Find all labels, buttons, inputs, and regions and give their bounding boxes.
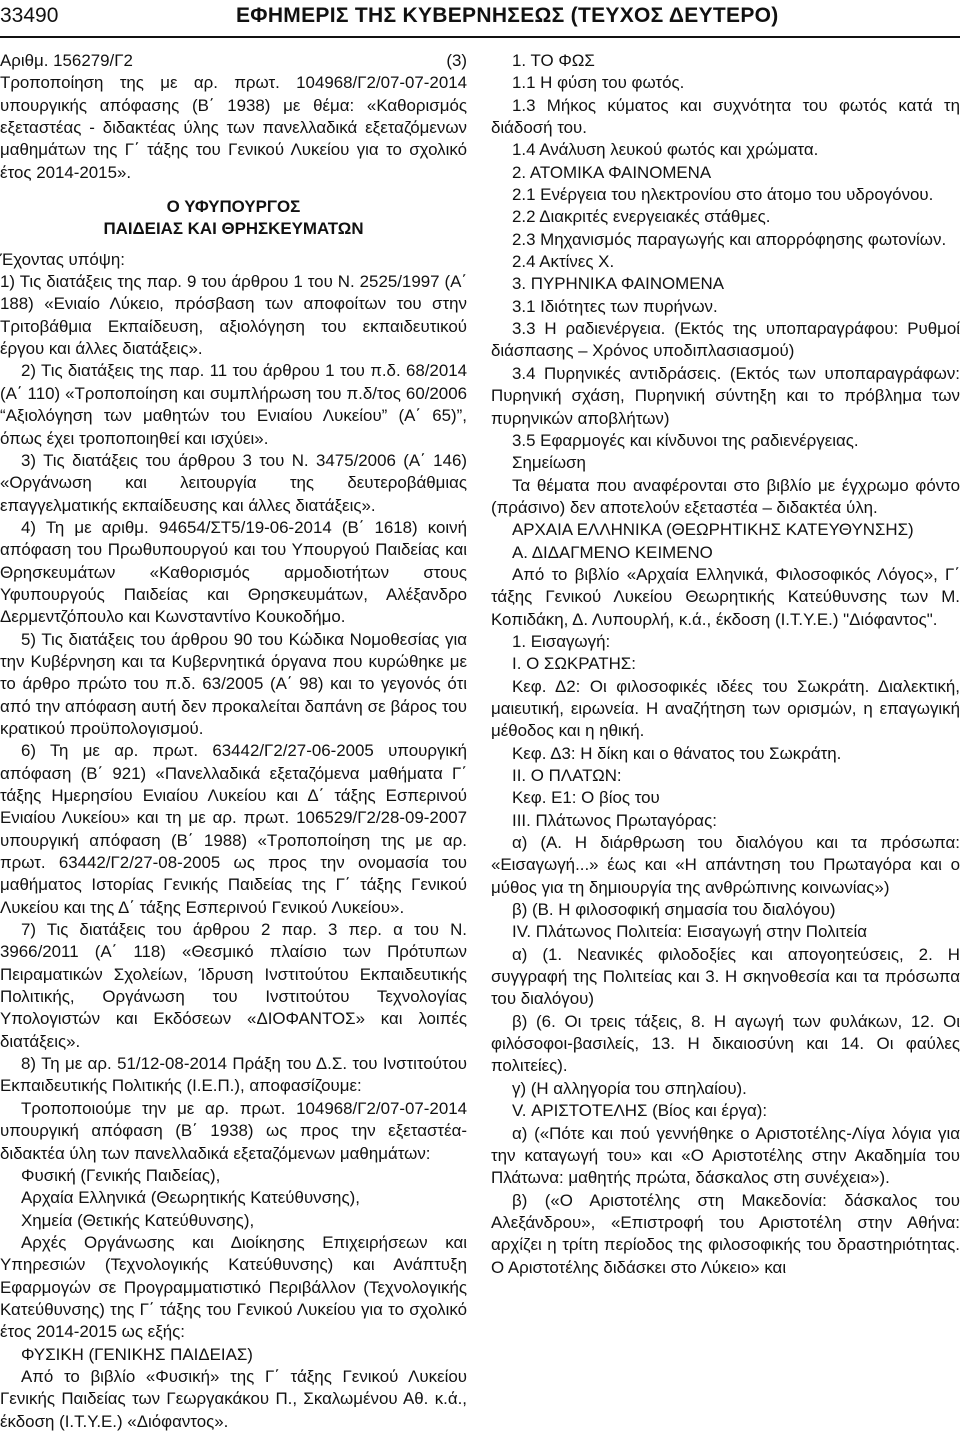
syllabus-line-9: 2.4 Ακτίνες Χ. <box>512 252 615 272</box>
syllabus-line-5: 2. ΑΤΟΜΙΚΑ ΦΑΙΝΟΜΕΝΑ <box>512 162 712 182</box>
syllabus-line-24: ΙΙ. Ο ΠΛΑΤΩΝ: <box>512 766 622 785</box>
minister-title: Ο ΥΦΥΠΟΥΡΓΟΣ <box>166 197 301 217</box>
syllabus-line-25: Κεφ. Ε1: Ο βίος του <box>512 788 660 808</box>
syllabus-line-10: 3. ΠΥΡΗΝΙΚΑ ΦΑΙΝΟΜΕΝΑ <box>512 274 724 294</box>
decision-intro: Τροποποίηση της με αρ. πρωτ. 104968/Γ2/07-07-2014 υπουργικής απόφασης (Β΄ 1938) με θέμα: «Καθορισμός εξεταστέας - διδακτέας ύλης των πανελλαδικά εξεταζόμενων μαθημάτων της Γ΄ τάξης του Γενικού Λυκείου για το σχολικό έτος 2014-2015». <box>0 73 467 182</box>
syllabus-line-34: α) («Πότε και πού γεννήθηκε ο Αριστοτέλης-Λίγα λόγια για την καταγωγή του» και «Ο Αριστοτέλης στην Ακαδημία του Πλάτωνα: μαθητής πρώτα, δάσκαλος στη συνέχεια»). <box>491 1123 960 1188</box>
syllabus-line-35: β) («Ο Αριστοτέλης στη Μακεδονία: δάσκαλος του Αλεξάνδρου», «Επιστροφή του Αριστοτέλη στην Αθήνα: αρχίζει η τρίτη περίοδος της φιλοσοφικής του δραστηριότητας. Ο Αριστοτέλης διδάσκει στο Λύκειο» και <box>491 1190 960 1277</box>
syllabus-line-23: Κεφ. Δ3: Η δίκη και ο θάνατος του Σωκράτη. <box>512 743 842 763</box>
right-column <box>491 50 960 1279</box>
regard-paragraph-1: 1) Τις διατάξεις της παρ. 9 του άρθρου 1 του Ν. 2525/1997 (Α΄ 188) «Ενιαίο Λύκειο, πρόσβαση των αποφοίτων του στην Τριτοβάθμια Εκπαίδευση, αξιολόγηση του εκπαιδευτικού έργου και άλλες διατάξεις». <box>0 272 467 359</box>
regard-paragraph-7: 7) Τις διατάξεις του άρθρου 2 παρ. 3 περ. α του Ν. 3966/2011 (Α΄ 118) «Θεσμικό πλαίσιο των Πρότυπων Πειραματικών Σχολείων, Ίδρυση Ινστιτούτου Εκπαιδευτικής Πολιτικής, Οργάνωση του Ινστιτούτου Τεχνολογίας Υπολογιστών και Εκδόσεων «ΔΙΟΦΑΝΤΟΣ» και λοιπές διατάξεις». <box>0 920 467 1051</box>
regard-paragraph-8: 8) Τη με αρ. 51/12-08-2014 Πράξη του Δ.Σ. του Ινστιτούτου Εκπαιδευτικής Πολιτικής (Ι.Ε.Π.), αποφασίζουμε: <box>0 1054 467 1096</box>
syllabus-line-31: β) (6. Οι τρεις τάξεις, 8. Η αγωγή των φυλάκων, 12. Οι φιλόσοφοι-βασιλείς, 13. Η δικαιοσύνη και 14. Οι φαύλες πολιτείες). <box>491 1011 960 1076</box>
physics-heading: ΦΥΣΙΚΗ (ΓΕΝΙΚΗΣ ΠΑΙΔΕΙΑΣ) <box>21 1344 253 1364</box>
syllabus-line-11: 3.1 Ιδιότητες των πυρήνων. <box>512 296 718 316</box>
subject-2: Αρχαία Ελληνικά (Θεωρητικής Κατεύθυνσης), <box>21 1188 360 1208</box>
page-number: 33490 <box>0 4 59 27</box>
syllabus-line-3: 1.3 Μήκος κύματος και συχνότητα του φωτός κατά τη διάδοσή του. <box>491 95 960 138</box>
subject-4: Αρχές Οργάνωσης και Διοίκησης Επιχειρήσεων και Υπηρεσιών (Τεχνολογικής Κατεύθυνσης) και Ανάπτυξη Εφαρμογών σε Προγραμματιστικό Περιβάλλον (Τεχνολογικής Κατεύθυνσης) της Γ΄ τάξης του Γενικού Λυκείου για το σχολικό έτος 2014-2015 ως εξής: <box>0 1232 467 1342</box>
syllabus-line-12: 3.3 Η ραδιενέργεια. (Εκτός της υποπαραγράφου: Ρυθμοί διάσπασης – Χρόνος υποδιπλασιασμού) <box>491 319 960 361</box>
syllabus-line-22: Κεφ. Δ2: Οι φιλοσοφικές ιδέες του Σωκράτη. Διαλεκτική, μαιευτική, ειρωνεία. Η αναζήτηση των ορισμών, η επαγωγική μέθοδος και η ηθική. <box>491 676 960 741</box>
note-text: Τα θέματα που αναφέρονται στο βιβλίο με έγχρωμο φόντο (πράσινο) δεν αποτελούν εξεταστέα – διδακτέα ύλη. <box>491 475 960 517</box>
regard-paragraph-4: 4) Τη με αριθμ. 94654/ΣΤ5/19-06-2014 (Β΄ 1618) κοινή απόφαση του Πρωθυπουργού και του Υπουργού Παιδείας και Θρησκευμάτων «Καθορισμός αρμοδιοτήτων στους Υφυπουργούς Παιδείας και Θρησκευμάτων, Αλέξανδρο Δερμεντζόπουλο και Κωνσταντίνο Κουκοδήμο. <box>0 517 467 627</box>
decision-number-row <box>0 50 467 72</box>
ancient-greek-heading: ΑΡΧΑΙΑ ΕΛΛΗΝΙΚΑ (ΘΕΩΡΗΤΙΚΗΣ ΚΑΤΕΥΘΥΝΣΗΣ) <box>512 520 914 540</box>
left-column <box>0 50 467 1433</box>
subject-1: Φυσική (Γενικής Παιδείας), <box>21 1165 221 1185</box>
syllabus-line-14: 3.5 Εφαρμογές και κίνδυνοι της ραδιενέργειας. <box>512 430 859 450</box>
regard-paragraph-5: 5) Τις διατάξεις του άρθρου 90 του Κώδικα Νομοθεσίας για την Κυβέρνηση και τα Κυβερνητικά όργανα που κυρώθηκε με το άρθρο πρώτο του π.δ. 63/2005 (Α΄ 98) και το γεγονός ότι από την απόφαση αυτή δεν προκαλείται δαπάνη σε βάρος του κρατικού προϋπολογισμού. <box>0 629 467 738</box>
syllabus-line-26: ΙΙΙ. Πλάτωνος Πρωταγόρας: <box>512 810 717 830</box>
decision-index: (3) <box>446 51 467 70</box>
regard-paragraph-3: 3) Τις διατάξεις του άρθρου 3 του Ν. 3475/2006 (Α΄ 146) «Οργάνωση και λειτουργία της δευτεροβάθμιας επαγγελματικής εκπαίδευσης και άλλες διατάξεις». <box>0 450 467 515</box>
syllabus-line-29: ΙV. Πλάτωνος Πολιτεία: Εισαγωγή στην Πολιτεία <box>512 922 867 942</box>
syllabus-line-20: 1. Εισαγωγή: <box>512 631 611 651</box>
syllabus-line-4: 1.4 Ανάλυση λευκού φωτός και χρώματα. <box>512 140 819 160</box>
syllabus-line-30: α) (1. Νεανικές φιλοδοξίες και απογοητεύσεις, 2. Η συγγραφή της Πολιτείας και 3. Η σκηνοθεσία και τα πρόσωπα του διαλόγου) <box>491 944 960 1009</box>
syllabus-line-1: 1. ΤΟ ΦΩΣ <box>512 51 595 70</box>
ministry-name: ΠΑΙΔΕΙΑΣ ΚΑΙ ΘΡΗΣΚΕΥΜΑΤΩΝ <box>103 219 364 239</box>
syllabus-line-27: α) (Α. Η διάρθρωση του διαλόγου και τα πρόσωπα: «Εισαγωγή...» έως και «Η απάντηση του Πρωταγόρα και ο μύθος για τη δημιουργία της ανθρώπινης κοινωνίας») <box>491 833 960 897</box>
gazette-title: ΕΦΗΜΕΡΙΣ ΤΗΣ ΚΥΒΕΡΝΗΣΕΩΣ (ΤΕΥΧΟΣ ΔΕΥΤΕΡΟ) <box>236 4 779 27</box>
syllabus-line-13: 3.4 Πυρηνικές αντιδράσεις. (Εκτός των υποπαραγράφων: Πυρηνική σχάση, Πυρηνική σύντηξη και το πρόβλημα των πυρηνικών αποβλήτων) <box>491 363 960 428</box>
page-header <box>0 0 960 34</box>
taught-text-heading: Α. ΔΙΔΑΓΜΕΝΟ ΚΕΙΜΕΝΟ <box>512 542 713 562</box>
note-heading: Σημείωση <box>512 453 586 473</box>
syllabus-line-28: β) (Β. Η φιλοσοφική σημασία του διαλόγου) <box>512 900 836 920</box>
regard-paragraph-6: 6) Τη με αρ. πρωτ. 63442/Γ2/27-06-2005 υπουργική απόφαση (Β΄ 921) «Πανελλαδικά εξεταζόμενα μαθήματα Γ΄ τάξης Ημερησίου Ενιαίου Λυκείου και Δ΄ τάξης Εσπερινού Ενιαίου Λυκείου» και τη με αρ. πρωτ. 106529/Γ2/28-09-2007 υπουργική απόφαση (Β΄ 1988) «Τροποποίηση της με αρ. πρωτ. 63442/Γ2/27-08-2005 ως προς την ονομασία του μαθήματος Ιστορίας Γενικής Παιδείας της Γ΄ τάξης Γενικού Λυκείου και της Δ΄ τάξης Εσπερινού Γενικού Λυκείου». <box>0 741 467 917</box>
decision-number: Αριθμ. 156279/Γ2 <box>0 51 133 70</box>
syllabus-line-21: Ι. Ο ΣΩΚΡΑΤΗΣ: <box>512 654 636 674</box>
syllabus-line-2: 1.1 Η φύση του φωτός. <box>512 73 685 93</box>
physics-book: Από το βιβλίο «Φυσική» της Γ΄ τάξης Γενικού Λυκείου Γενικής Παιδείας των Γεωργακάκου Π., Σκαλωμένου Αθ. κ.ά., έκδοση (Ι.Τ.Υ.Ε.) «Διόφαντος». <box>0 1366 467 1431</box>
syllabus-line-32: γ) (Η αλληγορία του σπηλαίου). <box>512 1078 747 1098</box>
syllabus-line-7: 2.2 Διακριτές ενεργειακές στάθμες. <box>512 207 771 227</box>
syllabus-line-8: 2.3 Μηχανισμός παραγωγής και απορρόφησης φωτονίων. <box>512 229 947 249</box>
subject-3: Χημεία (Θετικής Κατεύθυνσης), <box>21 1210 255 1230</box>
having-regard: Έχοντας υπόψη: <box>0 249 125 269</box>
header-rule <box>0 36 960 38</box>
syllabus-line-6: 2.1 Ενέργεια του ηλεκτρονίου στο άτομο του υδρογόνου. <box>512 185 934 205</box>
syllabus-line-33: V. ΑΡΙΣΤΟΤΕΛΗΣ (Βίος και έργα): <box>512 1101 768 1121</box>
decision-text: Τροποποιούμε την με αρ. πρωτ. 104968/Γ2/07-07-2014 υπουργική απόφαση (Β΄ 1938) ως προς την εξεταστέα-διδακτέα ύλη των πανελλαδικά εξεταζόμενων μαθημάτων: <box>0 1098 467 1163</box>
regard-paragraph-2: 2) Τις διατάξεις της παρ. 11 του άρθρου 1 του π.δ. 68/2014 (Α΄ 110) «Τροποποίηση και συμπλήρωση του π.δ/τος 60/2006 “Αξιολόγηση των μαθητών του Ενιαίου Λυκείου” (Α΄ 65)”, όπως έχει τροποποιηθεί και ισχύει». <box>0 361 467 448</box>
ancient-greek-book: Από το βιβλίο «Αρχαία Ελληνικά, Φιλοσοφικός Λόγος», Γ΄ τάξης Γενικού Λυκείου Θεωρητικής Κατεύθυνσης των Μ. Κοπιδάκη, Δ. Λυπουρλή, κ.ά., έκδοση (Ι.Τ.Υ.Ε.) "Διόφαντος". <box>491 564 960 629</box>
